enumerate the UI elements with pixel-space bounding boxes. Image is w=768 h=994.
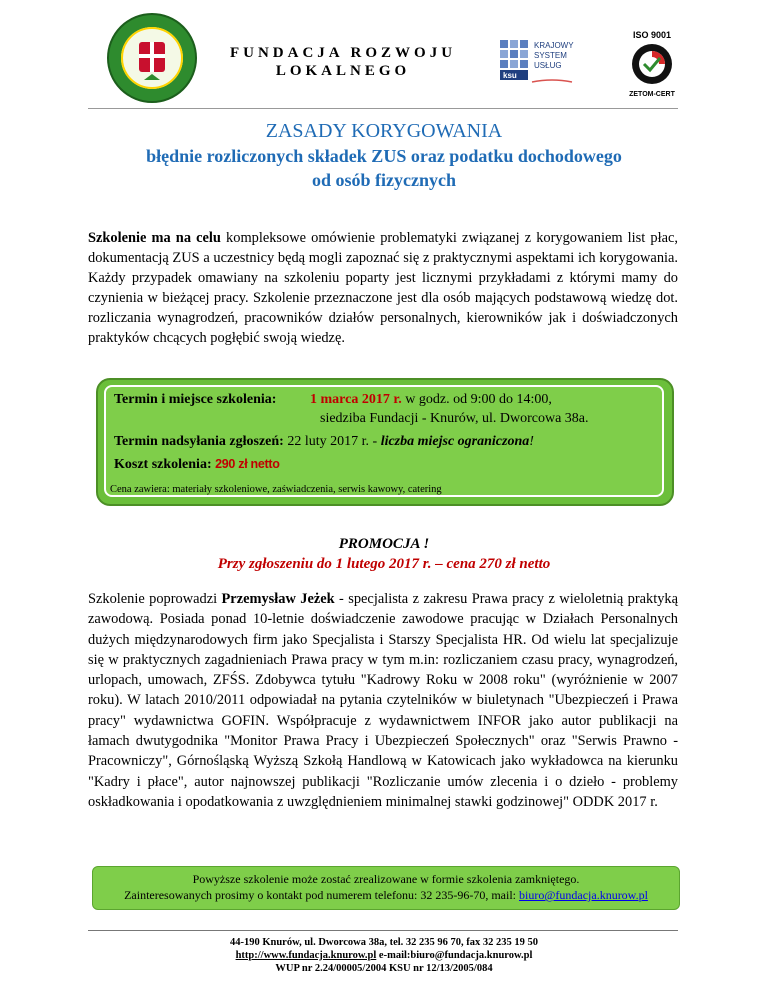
footer-email: e-mail:biuro@fundacja.knurow.pl xyxy=(376,950,533,961)
term-time: w godz. od 9:00 do 14:00, xyxy=(401,392,552,407)
term-place: siedziba Fundacji - Knurów, ul. Dworcowa 38a. xyxy=(320,411,589,426)
contact-line2-text: Zainteresowanych prosimy o kontakt pod numerem telefonu: 32 235-96-70, mail: xyxy=(124,888,519,902)
intro-lead: Szkolenie ma na celu xyxy=(88,230,221,246)
promotion xyxy=(88,534,680,574)
promo-text: Przy zgłoszeniu do 1 lutego 2017 r. – cena 270 zł netto xyxy=(217,556,551,572)
info-box-content xyxy=(114,390,654,474)
iso-cert-label: ZETOM-CERT xyxy=(629,91,675,98)
price-includes-note: Cena zawiera: materiały szkoleniowe, zaświadczenia, serwis kawowy, catering xyxy=(110,484,442,495)
contact-box xyxy=(92,866,680,910)
iso-label: ISO 9001 xyxy=(632,30,672,40)
organization-name-line2: LOKALNEGO xyxy=(275,63,411,79)
deadline-value: 22 luty 2017 r. - xyxy=(283,434,381,449)
cost-value: 290 zł netto xyxy=(215,457,280,471)
cost-label: Koszt szkolenia: xyxy=(114,457,212,472)
trainer-bio xyxy=(88,589,678,812)
term-label: Termin i miejsce szkolenia: xyxy=(114,392,277,407)
contact-line1: Powyższe szkolenie może zostać zrealizowane w formie szkolenia zamkniętego. xyxy=(192,872,580,886)
svg-text:ksu: ksu xyxy=(503,71,517,80)
foundation-logo xyxy=(106,12,198,104)
contact-line2 xyxy=(93,887,679,903)
deadline-note: liczba miejsc ograniczona xyxy=(380,434,530,449)
bio-text: - specjalista z zakresu Prawa pracy z wieloletnią praktyką zawodową. Posiada ponad 10-letnie doświadczenie zawodowe pracując w Działach Personalnych dużych międzynarodowych firm jako Specjalista i Starszy Specjalista HR. Od wielu lat specjalizuje się w praktycznych zagadnieniach Prawa pracy w tym m.in: rozliczaniem czasu pracy, wynagrodzeń, urlopach, umowach, ZFŚS. Zdobywca tytułu "Kadrowy Roku w 2008 roku" (wyróżnienie w 2007 roku). W latach 2010/2011 odpowiadał na pytania czytelników w biuletynach "Ubezpieczeń i Prawa pracy" wydawnictwa GOFIN. Współpracuje z wydawnictwem INFOR jako autor publikacji na łamach dwutygodnika "Monitor Prawa Pracy i Ubezpieczeń Społecznych" oraz "Serwis Prawno - Pracowniczy", Górnośląską Wyższą Szkołą Handlową w Katowicach jako wykładowca na kierunku "Kadry i płace", autor najnowszej publikacji "Rozliczanie umów zlecenia i o dzieło - problemy oskładkowania i opodatkowania z uwzględnieniem minimalnej stawki godzinowej" ODDK 2017 r. xyxy=(88,591,679,810)
footer-web-row xyxy=(88,949,680,962)
svg-text:KRAJOWY: KRAJOWY xyxy=(534,41,574,50)
intro-paragraph xyxy=(88,228,678,348)
footer-divider xyxy=(88,930,678,931)
contact-email-link[interactable]: biuro@fundacja.knurow.pl xyxy=(519,888,648,902)
term-date: 1 marca 2017 r. xyxy=(310,392,402,407)
title-line1: ZASADY KORYGOWANIA xyxy=(265,120,503,142)
footer-registration: WUP nr 2.24/00005/2004 KSU nr 12/13/2005/084 xyxy=(275,963,493,974)
term-row xyxy=(114,390,654,428)
footer-address: 44-190 Knurów, ul. Dworcowa 38a, tel. 32 235 96 70, fax 32 235 19 50 xyxy=(229,937,539,948)
svg-text:USŁUG: USŁUG xyxy=(534,61,562,70)
iso-certificate-logo xyxy=(622,28,682,100)
intro-text: kompleksowe omówienie problematyki związanej z korygowaniem list płac, dokumentacją ZUS a uczestnicy będą mogli zapoznać się z praktycznymi aspektami ich korygowania. Każdy przypadek omawiany na szkoleniu poparty jest licznymi przykładami z którymi mamy do czynienia w bieżącej pracy. Szkolenie przeznaczone jest dla osób mających podstawową wiedzę dot. rozliczania wynagrodzeń, pracowników działów personalnych, kierowników jak i doświadczonych praktyków chcących pogłębić swoją wiedzę. xyxy=(88,230,678,346)
footer xyxy=(88,936,680,975)
promo-heading: PROMOCJA ! xyxy=(338,536,430,552)
deadline-end: ! xyxy=(529,434,534,449)
deadline-label: Termin nadsyłania zgłoszeń: xyxy=(114,434,284,449)
title-line2: błędnie rozliczonych składek ZUS oraz podatku dochodowego xyxy=(146,146,622,166)
title-line3: od osób fizycznych xyxy=(312,170,456,190)
header-divider xyxy=(88,108,678,109)
trainer-name: Przemysław Jeżek xyxy=(221,591,335,607)
bio-lead: Szkolenie poprowadzi xyxy=(88,591,222,607)
ksu-logo xyxy=(498,38,598,90)
document-title xyxy=(88,118,680,192)
cost-row xyxy=(114,455,654,474)
organization-name xyxy=(228,44,458,80)
organization-name-line1: FUNDACJA ROZWOJU xyxy=(229,45,457,61)
deadline-row xyxy=(114,432,654,451)
svg-text:SYSTEM: SYSTEM xyxy=(534,51,567,60)
footer-website-link[interactable]: http://www.fundacja.knurow.pl xyxy=(235,950,377,961)
